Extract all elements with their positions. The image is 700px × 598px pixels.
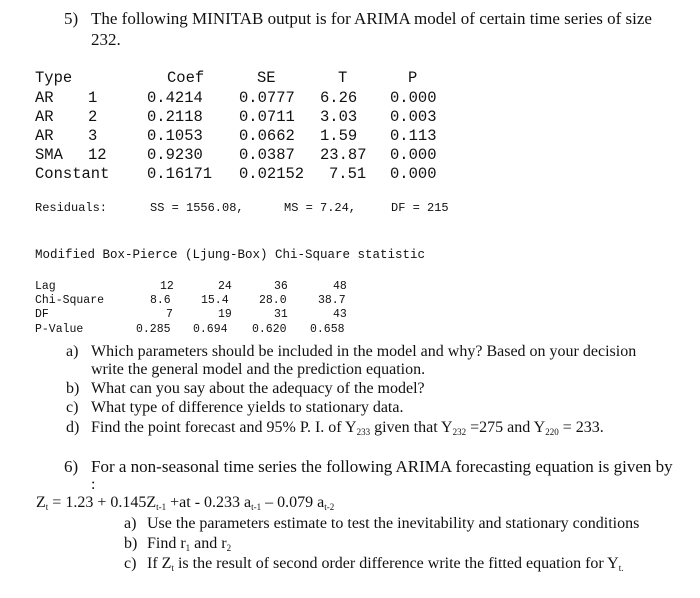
bp-chi-value: 15.4 — [201, 294, 229, 307]
row-se: 0.0777 — [239, 89, 295, 107]
row-p: 0.113 — [390, 127, 437, 145]
question-5-number: 5) — [64, 9, 79, 28]
bp-row-label-p-value: P-Value — [35, 323, 84, 336]
question-6-text: For a non-seasonal time series the following ARIMA forecasting equation is given by — [91, 457, 673, 476]
bp-row-label-chi-square: Chi-Square — [35, 294, 105, 307]
bp-chi-value: 28.0 — [259, 294, 287, 307]
row-coef: 0.2118 — [147, 108, 203, 126]
row-lag: 12 — [88, 146, 107, 164]
question-6-colon: : — [91, 476, 96, 493]
row-type: SMA — [35, 146, 63, 164]
residuals-df: DF = 215 — [391, 201, 449, 215]
bp-p-value: 0.285 — [136, 323, 171, 336]
q5-a-text-line1: Which parameters should be included in the model and why? Based on your decision — [91, 343, 637, 360]
q5-b-text: What can you say about the adequacy of the model? — [91, 380, 425, 397]
row-lag: 1 — [88, 89, 98, 107]
row-coef: 0.16171 — [147, 165, 213, 183]
q6-c-letter: c) — [124, 555, 137, 572]
row-coef: 0.1053 — [147, 127, 203, 145]
bp-lag-value: 36 — [274, 280, 288, 293]
bp-df-value: 43 — [333, 308, 347, 321]
row-p: 0.000 — [390, 146, 437, 164]
q6-b-text: Find $r_1$ and $r_2$ — [147, 535, 232, 553]
row-se: 0.02152 — [239, 165, 305, 183]
row-p: 0.003 — [390, 108, 437, 126]
bp-chi-value: 8.6 — [150, 294, 171, 307]
q5-a-text-line2: write the general model and the prediction equation. — [91, 361, 426, 378]
header-t: T — [338, 69, 348, 87]
bp-row-label-df: DF — [35, 308, 49, 321]
bp-df-value: 7 — [166, 308, 173, 321]
forecasting-equation: $Z_t = 1.23 + 0.145Z_{t-1} +at - 0.233$ $a_{t-1} - 0.079$ $a_{t-2}$ — [36, 494, 335, 512]
bp-lag-value: 24 — [218, 280, 232, 293]
bp-p-value: 0.658 — [310, 323, 345, 336]
bp-p-value: 0.694 — [193, 323, 228, 336]
q5-b-letter: b) — [66, 380, 80, 397]
row-type: AR — [35, 127, 54, 145]
q5-d-letter: d) — [66, 419, 80, 436]
row-type: Constant — [35, 165, 110, 183]
box-pierce-title: Modified Box-Pierce (Ljung-Box) Chi-Square statistic — [35, 248, 426, 262]
q6-c-text: If $Z_t$ is the result of second order difference write the fitted equation for $Y_{t.}$ — [147, 555, 624, 573]
row-se: 0.0662 — [239, 127, 295, 145]
header-se: SE — [257, 69, 276, 87]
row-lag: 2 — [88, 108, 98, 126]
row-p: 0.000 — [390, 165, 437, 183]
row-type: AR — [35, 89, 54, 107]
row-se: 0.0387 — [239, 146, 295, 164]
row-t: 23.87 — [320, 146, 367, 164]
header-p: P — [408, 69, 418, 87]
row-t: 3.03 — [320, 108, 358, 126]
residuals-ms: MS = 7.24, — [284, 201, 357, 215]
question-5-text-line1: The following MINITAB output is for ARIMA model of certain time series of size — [91, 9, 652, 28]
bp-p-value: 0.620 — [252, 323, 287, 336]
question-6-number: 6) — [64, 457, 79, 476]
bp-row-label-lag: Lag — [35, 280, 56, 293]
bp-chi-value: 38.7 — [318, 294, 346, 307]
q5-a-letter: a) — [66, 343, 79, 360]
q5-c-letter: c) — [66, 399, 79, 416]
bp-df-value: 19 — [218, 308, 232, 321]
row-t: 7.51 — [329, 165, 367, 183]
q6-b-letter: b) — [124, 535, 138, 552]
question-5-text-line2: 232. — [91, 30, 121, 49]
q5-c-text: What type of difference yields to stationary data. — [91, 399, 404, 416]
bp-lag-value: 12 — [160, 280, 174, 293]
bp-lag-value: 48 — [333, 280, 347, 293]
q6-a-text: Use the parameters estimate to test the inevitability and stationary conditions — [147, 515, 640, 532]
row-coef: 0.4214 — [147, 89, 203, 107]
q6-a-letter: a) — [124, 515, 137, 532]
row-p: 0.000 — [390, 89, 437, 107]
row-coef: 0.9230 — [147, 146, 203, 164]
row-t: 1.59 — [320, 127, 358, 145]
residuals-label: Residuals: — [35, 201, 108, 215]
header-type: Type — [35, 69, 73, 87]
row-lag: 3 — [88, 127, 98, 145]
bp-df-value: 31 — [274, 308, 288, 321]
q5-d-text: Find the point forecast and 95% P. I. of $Y_{233}$ given that $Y_{232} =275$ and $Y_{220} = 233$. — [91, 419, 604, 437]
row-t: 6.26 — [320, 89, 358, 107]
residuals-ss: SS = 1556.08, — [150, 201, 244, 215]
row-type: AR — [35, 108, 54, 126]
header-coef: Coef — [167, 69, 205, 87]
row-se: 0.0711 — [239, 108, 295, 126]
